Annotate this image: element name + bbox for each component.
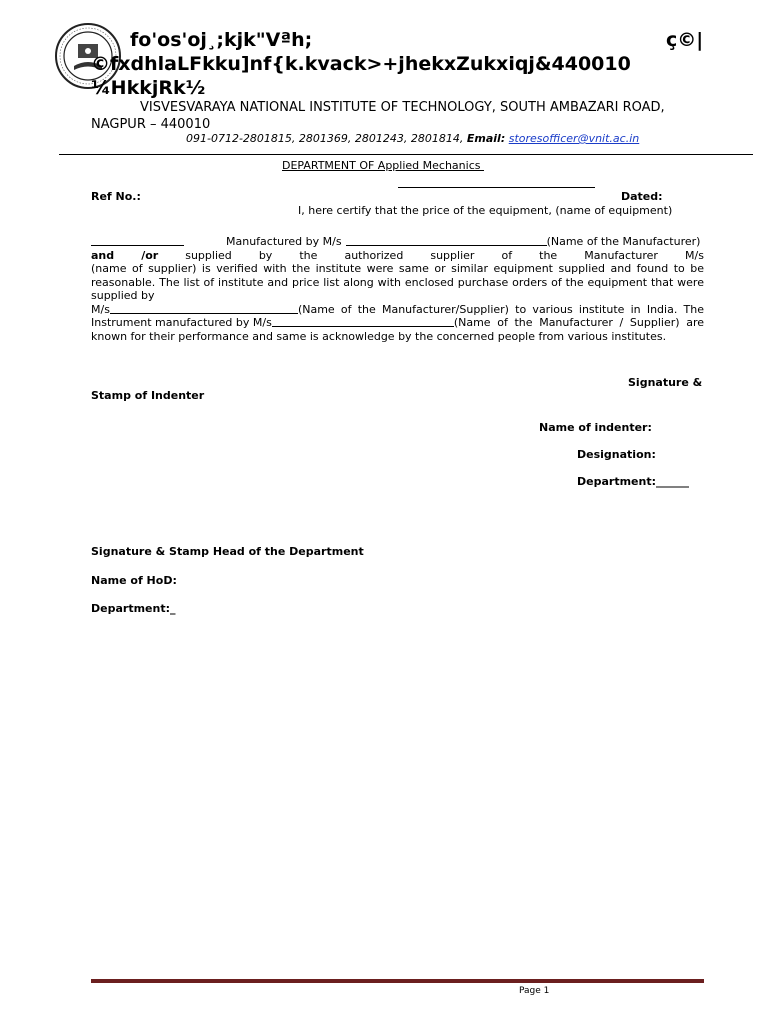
word: the <box>299 248 318 262</box>
word: supplied <box>185 248 232 262</box>
ref-no-label: Ref No.: <box>91 190 141 203</box>
footer-bar <box>91 979 704 983</box>
page-number: Page 1 <box>519 986 550 996</box>
indenter-department-label: Department:______ <box>577 475 689 488</box>
or-word: /or <box>141 248 159 262</box>
are-known-text: (Name of the Manufacturer / Supplier) are <box>453 316 704 329</box>
paragraph-line-ms <box>91 303 704 317</box>
email-link[interactable]: storesofficer@vnit.ac.in <box>508 132 640 145</box>
institute-name-line2: NAGPUR – 440010 <box>91 117 211 132</box>
manufactured-by-text: Manufactured by M/s <box>226 235 342 248</box>
manufacturer-blank <box>346 235 547 246</box>
hindi-title-line3: ¼HkkjRk½ <box>91 77 206 99</box>
designation-label: Designation: <box>577 448 656 461</box>
paragraph-line-1 <box>91 235 704 249</box>
certify-intro: I, here certify that the price of the equipment, (name of equipment) <box>298 204 673 217</box>
ref-blank-line <box>398 187 595 188</box>
word: authorized <box>344 248 404 262</box>
email-label: Email: <box>466 132 506 145</box>
and-word: and <box>91 248 115 262</box>
name-of-indenter-label: Name of indenter: <box>539 421 652 434</box>
department-heading: DEPARTMENT OF Applied Mechanics <box>282 159 484 172</box>
certification-paragraph <box>91 235 704 343</box>
word: M/s <box>685 248 704 262</box>
instrument-blank <box>272 316 454 327</box>
hindi-title-line1: fo'os'oj¸;kjk"Vªh; <box>130 29 313 51</box>
hod-name-label: Name of HoD: <box>91 574 177 587</box>
phone-numbers: 091-0712-2801815, 2801369, 2801243, 2801814, <box>186 132 464 145</box>
to-various-text: (Name of the Manufacturer/Supplier) to various institute in India. The <box>297 302 704 316</box>
stamp-of-indenter-label: Stamp of Indenter <box>91 389 205 402</box>
paragraph-line-2 <box>91 249 704 263</box>
word: of <box>501 248 513 262</box>
ms-text: M/s <box>91 302 110 316</box>
word: Manufacturer <box>584 248 658 262</box>
dated-label: Dated: <box>621 190 663 203</box>
paragraph-sentence: (name of supplier) is verified with the institute were same or similar equipment supplied and found to be reasonable. The list of institute and price list along with enclosed purchase orders of the equipment that were supplied by <box>91 262 704 302</box>
hindi-title-line1-right: ç©| <box>666 29 704 51</box>
instrument-text: Instrument manufactured by M/s <box>91 316 272 329</box>
name-manufacturer-text: (Name of the Manufacturer) <box>546 235 701 248</box>
word: supplier <box>430 248 475 262</box>
hod-department-label: Department:_ <box>91 602 176 615</box>
word: the <box>539 248 558 262</box>
institute-name-line1: VISVESVARAYA NATIONAL INSTITUTE OF TECHNOLOGY, SOUTH AMBAZARI ROAD, <box>140 100 665 115</box>
equipment-name-blank <box>91 235 184 246</box>
signature-label: Signature & <box>628 376 703 389</box>
paragraph-final-line: known for their performance and same is acknowledge by the concerned people from various institutes. <box>91 329 667 343</box>
contact-line <box>186 132 639 145</box>
hod-signature-label: Signature & Stamp Head of the Department <box>91 545 364 558</box>
supplier-blank <box>110 303 298 314</box>
paragraph-line-instrument <box>91 316 704 330</box>
header-divider <box>59 154 753 155</box>
word: by <box>258 248 273 262</box>
hindi-title-line2: ©fxdhlaLFkku]nf{k.kvack>+jhekxZukxiqj&440010 <box>91 53 631 75</box>
